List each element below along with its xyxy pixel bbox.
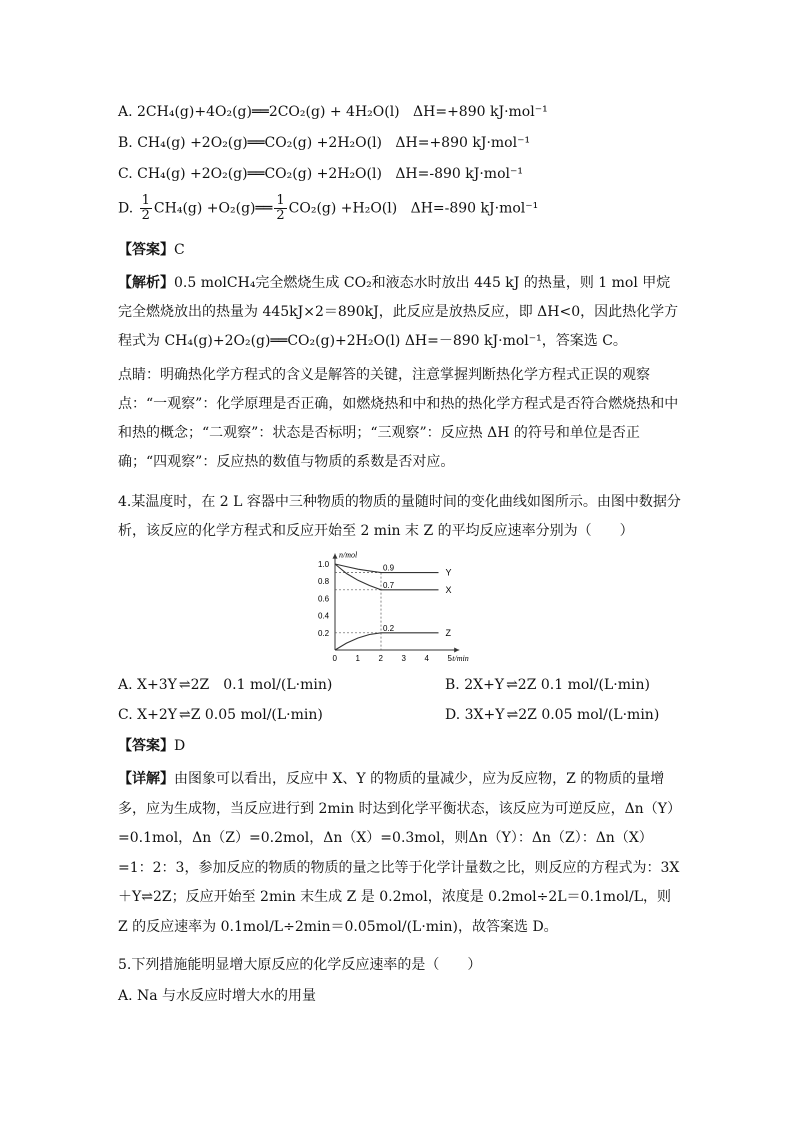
data-label: 0.9	[383, 563, 395, 573]
detail-text: 由图象可以看出，反应中 X、Y 的物质的量减少，应为反应物，Z 的物质的量增多，应为生成物，当反应进行到 2min 时达到化学平衡状态，该反应为可逆反应，Δn（Y）=0.1mol，Δn（Z）=0.2mol，Δn（X）=0.3mol，则Δn（Y）：Δn（Z）：Δn（X）=1：2：3，参加反应的物质的物质的量之比等于化学计量数之比，则反应的方程式为：3X＋Y⇌2Z；反应开始至 2min 末生成 Z 是 0.2mol，浓度是 0.2mol÷2L＝0.1mol/L，则 Z 的反应速率为 0.1mol/L÷2min＝0.05mol/(L·min)，故答案选 D。	[118, 771, 681, 935]
q3-analysis	[118, 269, 683, 356]
answer-value: D	[174, 738, 186, 754]
series-label: Y	[445, 567, 452, 578]
option-text: 2Z 0.1 mol/(L·min)	[517, 677, 650, 693]
option-label: D.	[445, 707, 461, 723]
answer-label: 【答案】	[118, 738, 174, 754]
reversible-arrow-icon: ⇌	[178, 677, 189, 693]
option-label: C.	[118, 707, 133, 723]
x-tick-label: 0	[332, 654, 337, 663]
reversible-arrow-icon: ⇌	[506, 677, 516, 693]
series-line-z	[335, 633, 439, 650]
y-tick-label: 0.2	[318, 628, 330, 638]
equation: CH₄(g) +2O₂(g)══CO₂(g) +2H₂O(l)	[137, 135, 383, 151]
enthalpy: ΔH=+890 kJ·mol⁻¹	[395, 135, 531, 151]
q4-chart	[315, 546, 485, 666]
option-text: X+3Y	[137, 677, 177, 693]
option-text: X+2Y	[137, 707, 177, 723]
enthalpy: ΔH=+890 kJ·mol⁻¹	[413, 104, 548, 120]
y-tick-label: 0.8	[318, 577, 330, 587]
fraction	[140, 194, 152, 223]
fraction-denominator: 2	[141, 208, 150, 223]
fraction	[274, 194, 286, 223]
q3-option-a	[118, 102, 548, 122]
enthalpy: ΔH=-890 kJ·mol⁻¹	[395, 166, 523, 182]
q5-option-a: A. Na 与水反应时增大水的用量	[118, 988, 317, 1004]
option-label: B.	[445, 677, 460, 693]
analysis-text: 0.5 molCH₄完全燃烧生成 CO₂和液态水时放出 445 kJ 的热量，则 1 mol 甲烷完全燃烧放出的热量为 445kJ×2＝890kJ，此反应是放热反应，即 ΔH<0，因此热化学方程式为 CH₄(g)+2O₂(g)══CO₂(g)+2H₂O(l) ΔH=－890 kJ·mol⁻¹，答案选 C。	[118, 275, 679, 349]
y-tick-label: 0.4	[318, 611, 330, 621]
q4-stem: 4.某温度时，在 2 L 容器中三种物质的物质的量随时间的变化曲线如图所示。由图中数据分析，该反应的化学方程式和反应开始至 2 min 末 Z 的平均反应速率分别为（ ）	[118, 494, 681, 539]
reversible-arrow-icon: ⇌	[506, 707, 517, 723]
fraction-numerator: 1	[141, 193, 150, 208]
q3-answer	[118, 240, 185, 260]
q3-option-c	[118, 164, 523, 184]
fraction-numerator: 1	[276, 193, 285, 208]
data-label: 0.7	[383, 580, 395, 590]
x-tick-label: 3	[401, 654, 406, 663]
x-tick-label: 5	[447, 654, 452, 663]
series-label: Z	[445, 627, 451, 638]
q3-option-d	[118, 194, 538, 223]
answer-label: 【答案】	[118, 242, 174, 258]
x-tick-label: 2	[378, 654, 383, 663]
option-text: 2X+Y	[464, 677, 505, 693]
q4-detail	[118, 765, 683, 942]
option-text: Z 0.05 mol/(L·min)	[190, 707, 323, 723]
option-label: A.	[118, 677, 133, 693]
q4-option-c	[118, 705, 323, 725]
x-axis-arrow-icon	[454, 648, 459, 653]
equation-part: CO₂(g) +H₂O(l)	[288, 200, 398, 217]
option-label: B.	[118, 135, 133, 151]
y-tick-label: 1.0	[318, 560, 330, 569]
option-text: 3X+Y	[464, 707, 505, 723]
x-tick-label: 1	[355, 654, 360, 663]
option-label: C.	[118, 166, 133, 182]
option-text: 2Z 0.05 mol/(L·min)	[518, 707, 660, 723]
y-tick-label: 0.6	[318, 594, 330, 604]
detail-label: 【详解】	[118, 771, 174, 787]
q4-option-b	[445, 675, 650, 695]
data-label: 0.2	[383, 623, 395, 633]
enthalpy: ΔH=-890 kJ·mol⁻¹	[410, 200, 539, 217]
series-label: X	[445, 584, 452, 595]
equation-part: CH₄(g) +O₂(g)══	[153, 200, 273, 217]
fraction-denominator: 2	[276, 208, 285, 223]
reversible-arrow-icon: ⇌	[178, 707, 189, 723]
equation: CH₄(g) +2O₂(g)══CO₂(g) +2H₂O(l)	[137, 166, 382, 182]
q4-answer	[118, 736, 185, 756]
option-text: 2Z 0.1 mol/(L·min)	[190, 677, 333, 693]
x-tick-label: 4	[424, 654, 429, 663]
equation: 2CH₄(g)+4O₂(g)══2CO₂(g) + 4H₂O(l)	[137, 104, 400, 120]
analysis-label: 【解析】	[118, 275, 174, 291]
option-label: A.	[118, 104, 133, 120]
answer-value: C	[174, 242, 185, 258]
q5-stem: 5.下列措施能明显增大原反应的化学反应速率的是（ ）	[118, 957, 482, 973]
q4-option-d	[445, 705, 659, 725]
y-axis-arrow-icon	[333, 554, 338, 559]
q3-tip: 点睛：明确热化学方程式的含义是解答的关键，注意掌握判断热化学方程式正误的观察点：“一观察”：化学原理是否正确，如燃烧热和中和热的热化学方程式是否符合燃烧热和中和热的概念；“二观察”：状态是否标明；“三观察”：反应热 ΔH 的符号和单位是否正确；“四观察”：反应热的数值与物质的系数是否对应。	[118, 367, 679, 470]
q3-option-b	[118, 133, 530, 153]
x-axis-label: t/min	[452, 654, 469, 663]
q4-option-a	[118, 675, 332, 695]
option-label: D.	[118, 200, 134, 217]
y-axis-label: n/mol	[339, 550, 358, 560]
